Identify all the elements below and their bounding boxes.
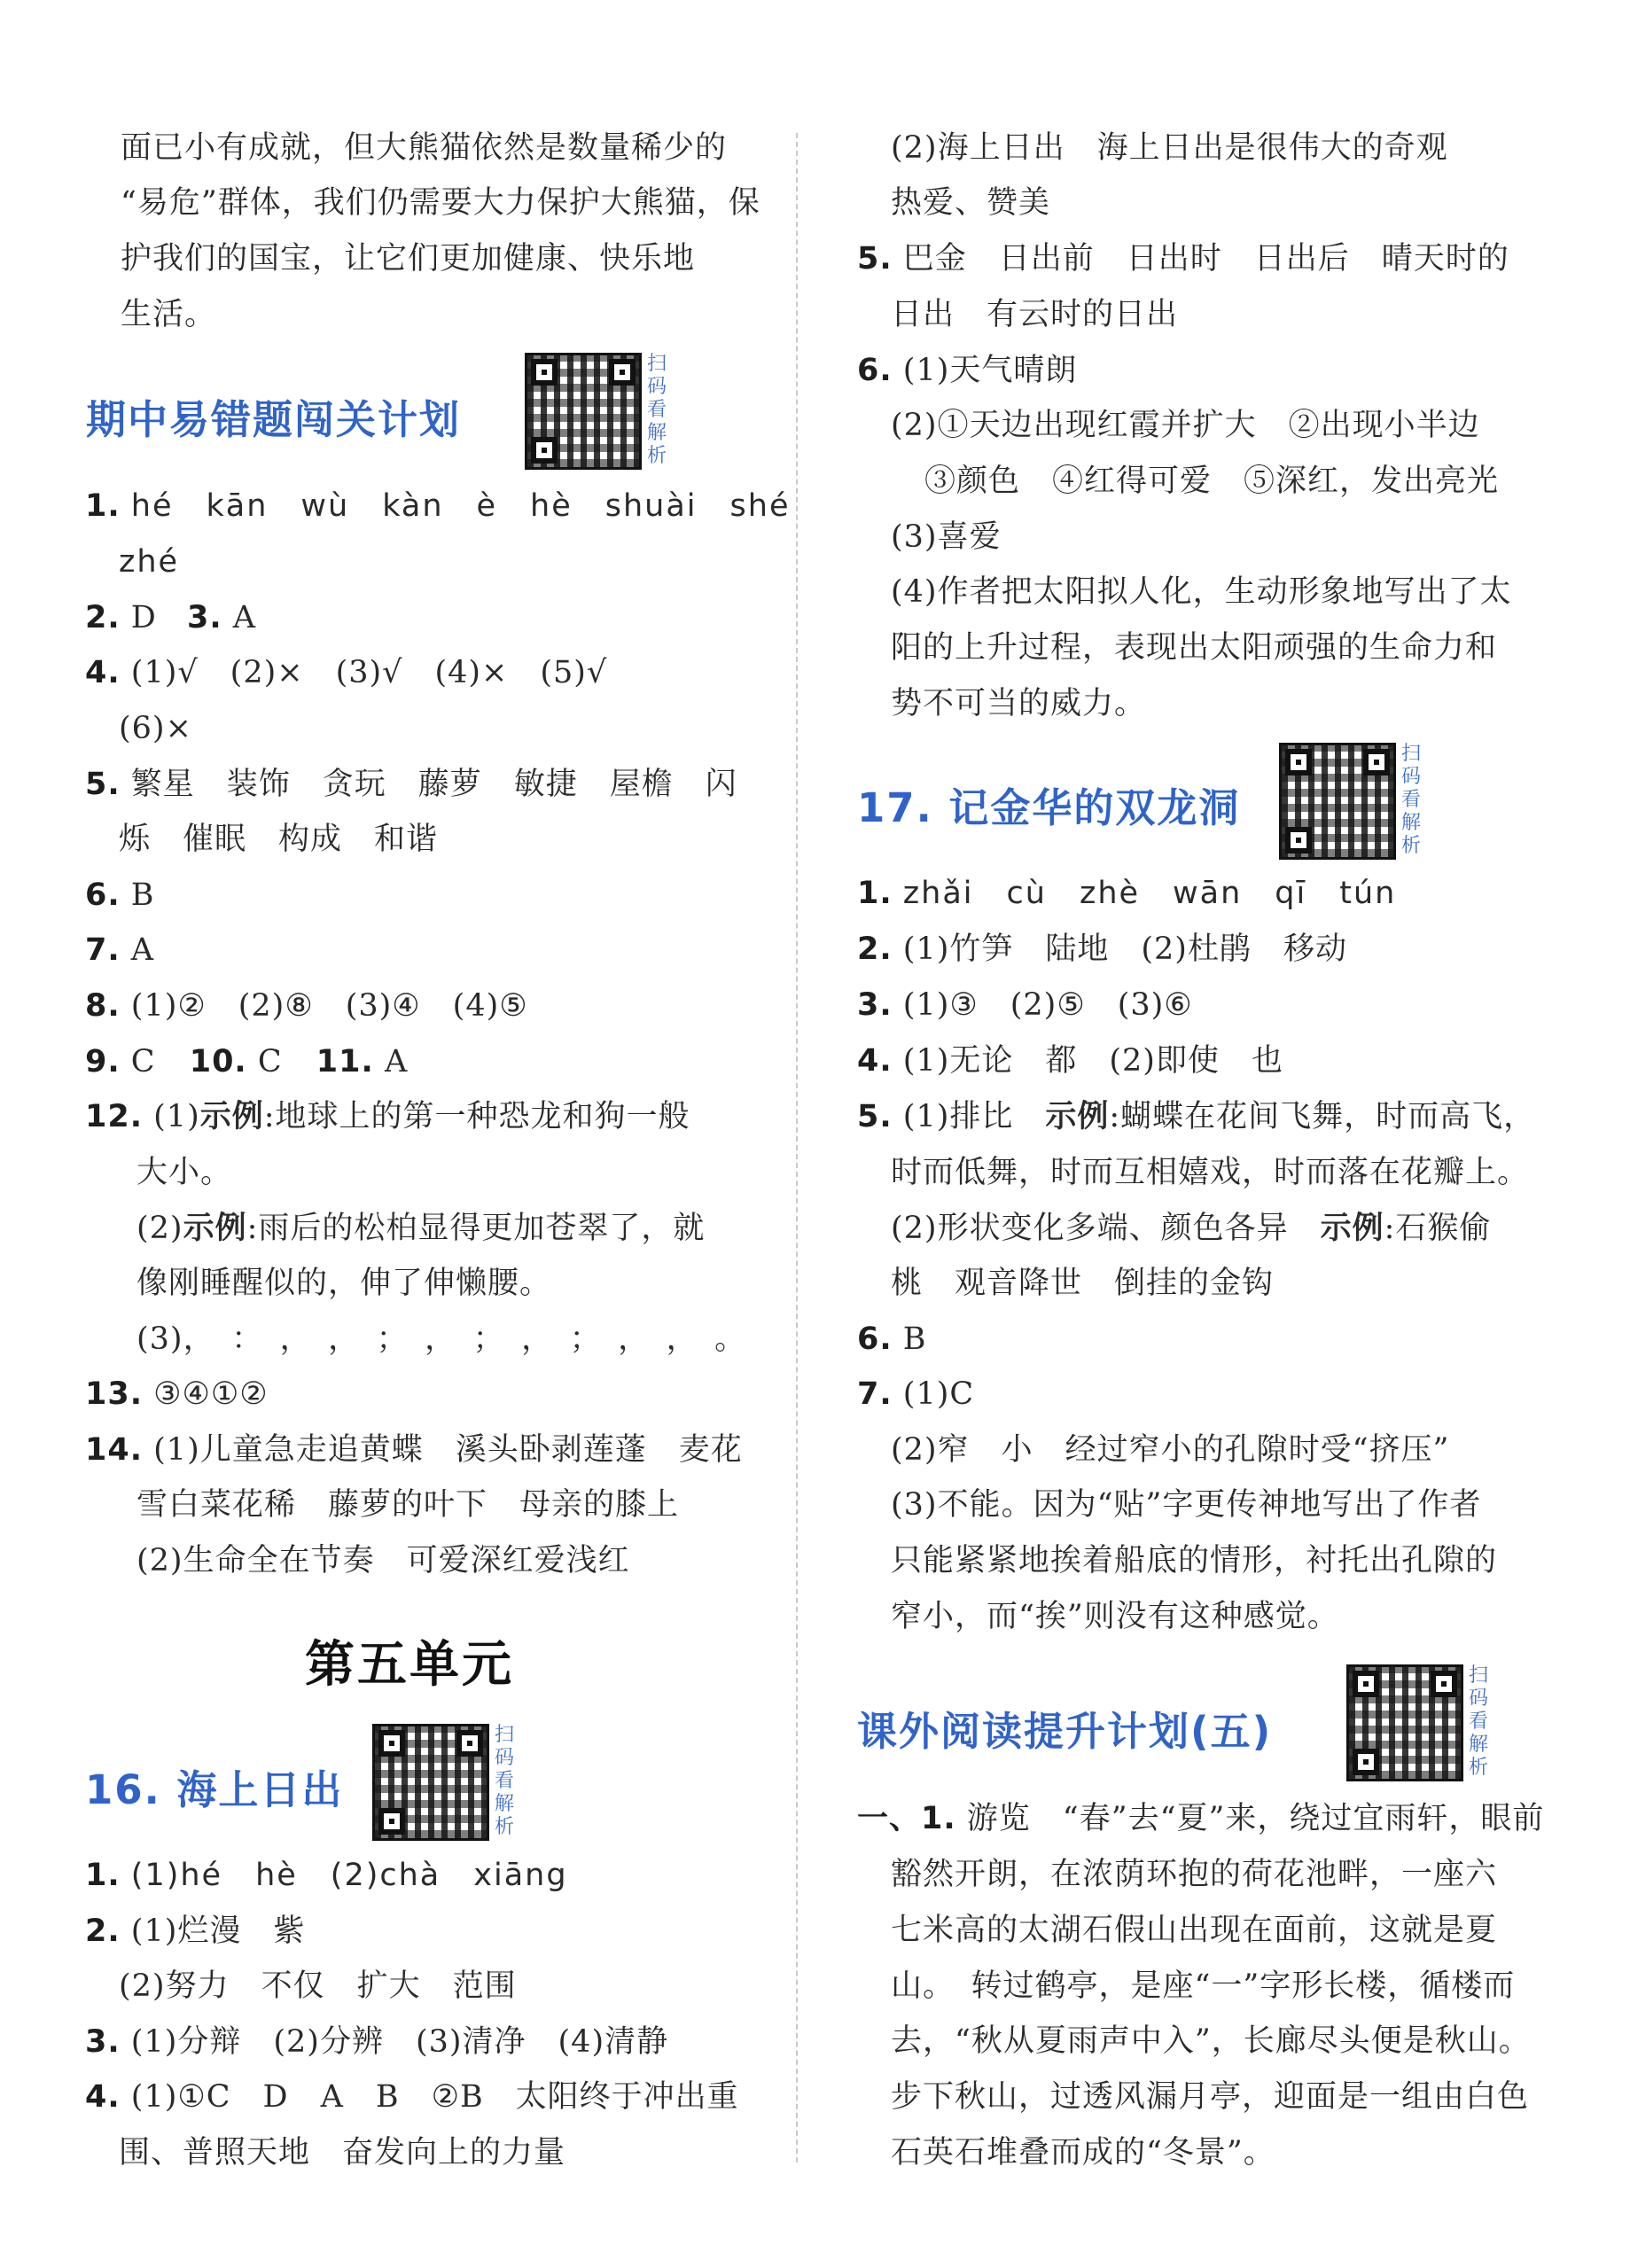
question-number: 7. bbox=[857, 1376, 893, 1412]
answer-row bbox=[136, 1209, 705, 1248]
answer-text: C bbox=[130, 1044, 156, 1079]
answer-row bbox=[85, 986, 528, 1025]
answer-text: 雪白菜花稀 藤萝的叶下 母亲的膝上 bbox=[136, 1487, 680, 1523]
question-number: 1. bbox=[85, 1858, 121, 1893]
answer-text: 势不可当的威力。 bbox=[891, 686, 1147, 721]
question-number: 2. bbox=[85, 1913, 121, 1949]
answer-text: (6)× bbox=[119, 711, 192, 746]
answer-text: 豁然开朗，在浓荫环抱的荷花池畔，一座六 bbox=[891, 1857, 1498, 1892]
question-number: 4. bbox=[85, 2079, 121, 2115]
answer-row bbox=[85, 2077, 739, 2116]
answer-row bbox=[857, 930, 1347, 969]
answer-row bbox=[85, 2022, 668, 2061]
answer-row bbox=[85, 1912, 305, 1951]
question-number: 4. bbox=[857, 1043, 893, 1079]
answer-text: (1)√ (2)× (3)√ (4)× (5)√ bbox=[130, 655, 608, 690]
answer-row bbox=[85, 1856, 568, 1895]
answer-text: (3)， ： ， ， ； ， ； ， ； ， ， 。 bbox=[136, 1321, 747, 1357]
scan-hint-label: 扫码看解析 bbox=[1401, 743, 1422, 857]
answer-text: (2)生命全在节奏 可爱深红爱浅红 bbox=[136, 1543, 630, 1578]
answer-text: 时而低舞，时而互相嬉戏，时而落在花瓣上。 bbox=[891, 1155, 1530, 1190]
answer-text: B bbox=[130, 877, 155, 913]
scan-hint-label: 扫码看解析 bbox=[647, 353, 667, 467]
answer-row bbox=[85, 1097, 690, 1136]
qr-code-icon bbox=[1279, 743, 1396, 860]
answer-row bbox=[857, 1375, 974, 1414]
question-number: 一、1. bbox=[857, 1801, 956, 1836]
unit-title: 第五单元 bbox=[305, 1635, 514, 1694]
answer-text: 窄小，而“挨”则没有这种感觉。 bbox=[891, 1599, 1339, 1634]
answer-text: 巴金 日出前 日出时 日出后 晴天时的 bbox=[902, 241, 1509, 277]
question-number: 12. bbox=[85, 1099, 144, 1134]
answer-text: 烁 催眠 构成 和谐 bbox=[119, 822, 439, 857]
answer-text: 去，“秋从夏雨声中入”，长廊尽头便是秋山。 bbox=[891, 2023, 1531, 2059]
answer-text: D bbox=[130, 600, 157, 635]
answer-text: A bbox=[384, 1044, 409, 1079]
answer-text: (1)烂漫 紫 bbox=[130, 1913, 306, 1949]
answer-text: ③④①② bbox=[153, 1376, 269, 1412]
answer-row bbox=[85, 1430, 743, 1469]
answer-text: A bbox=[232, 600, 257, 635]
column-divider bbox=[796, 133, 798, 2163]
question-number: 8. bbox=[85, 988, 121, 1024]
answer-row bbox=[85, 598, 256, 637]
qr-code-icon bbox=[525, 353, 642, 470]
answer-text: (1)无论 都 (2)即使 也 bbox=[902, 1043, 1283, 1079]
answer-text: 只能紧紧地挨着船底的情形，衬托出孔隙的 bbox=[891, 1543, 1498, 1578]
question-number: 1. bbox=[85, 488, 121, 524]
question-number: 2. bbox=[85, 600, 121, 635]
answer-text: (1) bbox=[153, 1099, 200, 1134]
intro-line: 面已小有成就，但大熊猫依然是数量稀少的 bbox=[121, 130, 728, 166]
section-title-midterm: 期中易错题闯关计划 bbox=[86, 396, 462, 443]
question-number: 3. bbox=[85, 2024, 121, 2060]
answer-text: 大小。 bbox=[136, 1155, 233, 1190]
answer-row bbox=[857, 986, 1193, 1025]
answer-row bbox=[85, 487, 790, 526]
answer-text: zhǎi cù zhè wān qī tún bbox=[902, 876, 1397, 911]
question-number: 1. bbox=[857, 876, 893, 911]
answer-text: (1)③ (2)⑤ (3)⑥ bbox=[902, 987, 1193, 1023]
example-tag: 示例 bbox=[1320, 1210, 1384, 1246]
question-number: 14. bbox=[85, 1432, 144, 1468]
answer-row bbox=[85, 876, 155, 915]
question-number: 6. bbox=[857, 1321, 893, 1357]
answer-row bbox=[891, 1209, 1491, 1248]
answer-text: hé kān wù kàn è hè shuài shé bbox=[130, 488, 791, 524]
answer-text: (1)hé hè (2)chà xiāng bbox=[130, 1858, 568, 1893]
answer-text: 石英石堆叠而成的“冬景”。 bbox=[891, 2135, 1275, 2171]
answer-text: 步下秋山，过透风漏月亭，迎面是一组由白色 bbox=[891, 2079, 1530, 2115]
question-number: 13. bbox=[85, 1376, 144, 1412]
answer-text: (3)不能。因为“贴”字更传神地写出了作者 bbox=[891, 1487, 1482, 1523]
answer-text: 桃 观音降世 倒挂的金钩 bbox=[891, 1266, 1275, 1301]
answer-text: :蝴蝶在花间飞舞，时而高飞， bbox=[1109, 1099, 1536, 1134]
answer-text: (2)①天边出现红霞并扩大 ②出现小半边 bbox=[891, 408, 1480, 443]
answer-text: C bbox=[257, 1044, 283, 1079]
scan-hint-label: 扫码看解析 bbox=[1469, 1664, 1489, 1779]
question-number: 5. bbox=[857, 241, 893, 277]
qr-code-icon bbox=[1346, 1664, 1463, 1781]
answer-text: 围、普照天地 奋发向上的力量 bbox=[119, 2135, 566, 2171]
question-number: 2. bbox=[857, 931, 893, 967]
answer-text: 繁星 装饰 贪玩 藤萝 敏捷 屋檐 闪 bbox=[130, 767, 737, 802]
answer-text: (1)分辩 (2)分辨 (3)清净 (4)清静 bbox=[130, 2024, 669, 2060]
answer-row bbox=[857, 351, 1077, 390]
answer-text: :石猴偷 bbox=[1384, 1211, 1492, 1246]
answer-row bbox=[857, 1320, 927, 1359]
answer-text: :雨后的松柏显得更加苍翠了，就 bbox=[246, 1211, 706, 1246]
intro-line: 生活。 bbox=[121, 297, 217, 332]
answer-row bbox=[857, 1097, 1535, 1136]
section-title-reading: 课外阅读提升计划(五) bbox=[857, 1708, 1273, 1755]
example-tag: 示例 bbox=[1045, 1098, 1110, 1134]
answer-text: 像刚睡醒似的，伸了伸懒腰。 bbox=[136, 1266, 552, 1301]
question-number: 6. bbox=[85, 877, 121, 913]
answer-text: 日出 有云时的日出 bbox=[891, 297, 1179, 332]
answer-text: zhé bbox=[119, 544, 180, 580]
answer-text: 七米高的太湖石假山出现在面前，这就是夏 bbox=[891, 1913, 1498, 1948]
question-number: 4. bbox=[85, 655, 121, 690]
answer-text: ③颜色 ④红得可爱 ⑤深红，发出亮光 bbox=[924, 464, 1500, 499]
lesson-title-17: 17. 记金华的双龙洞 bbox=[857, 784, 1241, 831]
answer-row bbox=[857, 1041, 1283, 1080]
answer-row bbox=[85, 1375, 269, 1414]
intro-line: 护我们的国宝，让它们更加健康、快乐地 bbox=[121, 241, 696, 277]
question-number: 9. bbox=[85, 1044, 121, 1079]
answer-text: B bbox=[902, 1321, 927, 1357]
example-tag: 示例 bbox=[183, 1210, 247, 1246]
answer-text: (2)窄 小 经过窄小的孔隙时受“挤压” bbox=[891, 1432, 1450, 1468]
answer-text: (1)天气晴朗 bbox=[902, 353, 1078, 388]
answer-text: A bbox=[130, 932, 155, 968]
question-number: 5. bbox=[857, 1099, 893, 1134]
answer-text: (2)海上日出 海上日出是很伟大的奇观 bbox=[891, 130, 1448, 166]
answer-text: (1)C bbox=[902, 1376, 975, 1412]
answer-text: :地球上的第一种恐龙和狗一般 bbox=[263, 1099, 690, 1134]
lesson-title-16: 16. 海上日出 bbox=[85, 1766, 344, 1813]
answer-text: (3)喜爱 bbox=[891, 519, 1002, 555]
answer-row bbox=[857, 874, 1396, 913]
answer-row bbox=[857, 1799, 1544, 1838]
question-number: 11. bbox=[316, 1044, 374, 1079]
question-number: 5. bbox=[85, 767, 121, 802]
qr-code-icon bbox=[372, 1724, 489, 1841]
answer-row bbox=[857, 239, 1509, 278]
answer-text: (1)竹笋 陆地 (2)杜鹃 移动 bbox=[902, 931, 1347, 967]
answer-text: (1)② (2)⑧ (3)④ (4)⑤ bbox=[130, 988, 528, 1024]
answer-row bbox=[85, 765, 737, 804]
answer-text: 山。 转过鹤亭，是座“一”字形长楼，循楼而 bbox=[891, 1968, 1516, 2004]
answer-text: 热爱、赞美 bbox=[891, 185, 1051, 221]
answer-row bbox=[85, 1042, 408, 1081]
question-number: 7. bbox=[85, 932, 121, 968]
answer-text: (2)努力 不仅 扩大 范围 bbox=[119, 1968, 517, 2004]
intro-line: “易危”群体，我们仍需要大力保护大熊猫，保 bbox=[121, 185, 760, 221]
scan-hint-label: 扫码看解析 bbox=[495, 1724, 515, 1838]
question-number: 3. bbox=[187, 600, 222, 635]
question-number: 10. bbox=[189, 1044, 247, 1079]
answer-text: (1)排比 bbox=[902, 1099, 1046, 1134]
answer-text: (1)①C D A B ②B 太阳终于冲出重 bbox=[130, 2079, 739, 2115]
question-number: 3. bbox=[857, 987, 893, 1023]
example-tag: 示例 bbox=[199, 1098, 264, 1134]
answer-row bbox=[85, 931, 154, 970]
answer-row bbox=[85, 653, 607, 692]
answer-text: (2)形状变化多端、颜色各异 bbox=[891, 1211, 1321, 1246]
question-number: 6. bbox=[857, 353, 893, 388]
answer-text: 阳的上升过程，表现出太阳顽强的生命力和 bbox=[891, 630, 1498, 666]
answer-text: (1)儿童急走追黄蝶 溪头卧剥莲蓬 麦花 bbox=[153, 1432, 743, 1468]
answer-text: (2) bbox=[136, 1211, 183, 1246]
answer-text: 游览 “春”去“夏”来，绕过宜雨轩，眼前 bbox=[966, 1801, 1545, 1836]
answer-text: (4)作者把太阳拟人化，生动形象地写出了太 bbox=[891, 574, 1512, 610]
